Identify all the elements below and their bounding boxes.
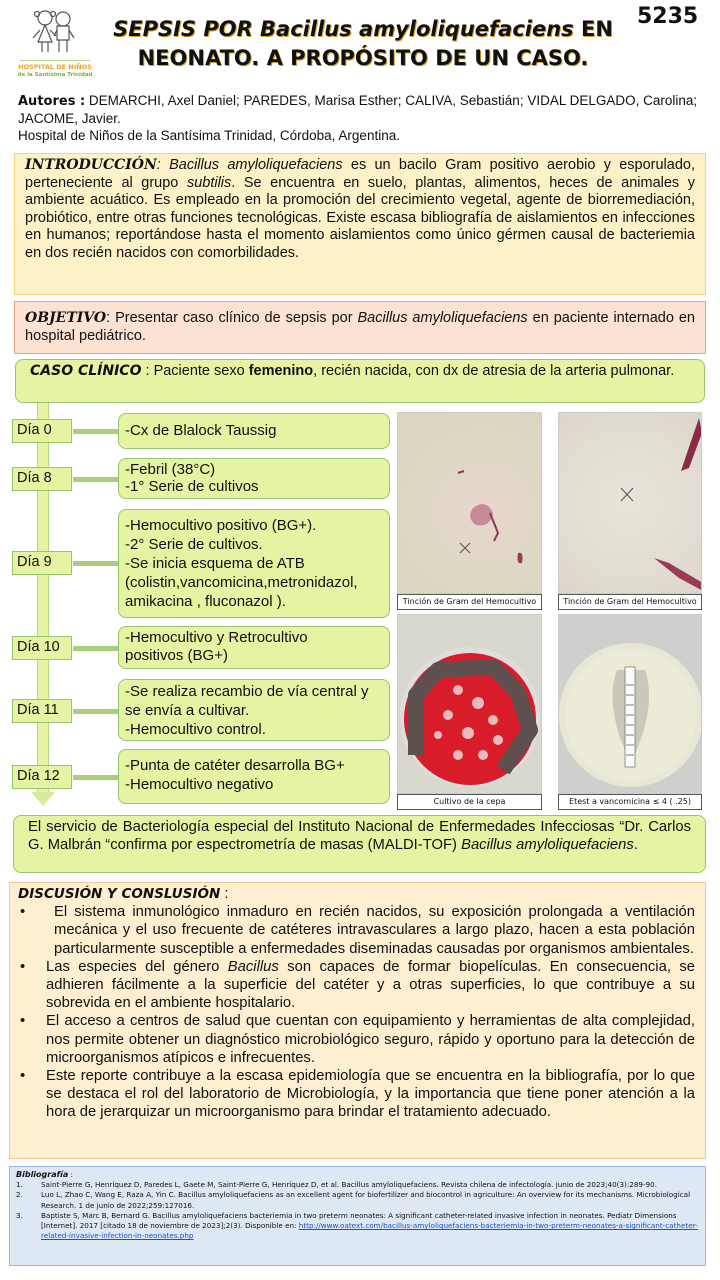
intro-text2: . Se encuentra en suelo, plantas, alimentos, heces de animales y ambiente acuático. Es empleado en la promoción del crecimiento vegetal, agente de biorremediación, probiótico, entre otras funciones tecnológicas. Existe escasa bibliografía de aislamientos en infecciones en humanos; reportándose hasta el momento aislamientos como único gérmen causal de bacteriemia en dos recién nacidos con comorbilidades. [25, 174, 695, 261]
discussion-bullet: • El acceso a centros de salud que cuentan con equipamiento y herramientas de alta complejidad, nos permite obtener un diagnóstico microbiológico seguro, rápido y oportuno para la detección de microorganismos atípicos e infrecuentes. [20, 1012, 695, 1067]
event-line: -Se realiza recambio de vía central y [125, 683, 369, 700]
event-line: (colistin,vancomicina,metronidazol, [125, 574, 358, 591]
poster-title [98, 15, 628, 73]
timeline-event [118, 458, 390, 499]
reference-text: Saint-Pierre G, Henríquez D, Paredes L, Gaete M, Saint-Pierre G, Henríquez D, et al. Bacillus amyloliquefaciens. Revista chilena de infectología. junio de 2023;40(3):289-90. [41, 1180, 657, 1190]
event-line: se envía a cultivar. [125, 702, 250, 719]
event-line: -Febril (38°C) [125, 461, 216, 478]
discussion-bullet: • El sistema inmunológico inmaduro en recién nacidos, su exposición prolongada a ventilación mecánica y el uso frecuente de catéteres intravasculares a largo plazo, hacen a esta población particularmente susceptible a enfermedades diseminadas causadas por organismos ambientales. [20, 903, 695, 958]
reference-number: 2. [16, 1190, 23, 1200]
objective-heading: OBJETIVO [25, 310, 107, 326]
timeline-day: Día 12 [12, 765, 72, 789]
photo-caption: Tinción de Gram del Hemocultivo [397, 594, 542, 610]
bullet-genus: Bacillus [227, 958, 279, 975]
logo-divider [20, 60, 90, 61]
bullet-text: Las especies del género [46, 958, 228, 975]
gram-stain-image-2 [559, 413, 702, 594]
case-bold: femenino [248, 363, 314, 379]
gram-stain-image-1 [398, 413, 542, 594]
event-line: -Punta de catéter desarrolla BG+ [125, 757, 345, 774]
reference-item [16, 1190, 699, 1210]
event-line: -2° Serie de cultivos. [125, 536, 263, 553]
reference-text: Baptiste S, Marc B, Bernard G. Bacillus amyloliquefaciens bacteriemia in two preterm neonates: A significant catheter-related invasive infection in neonates. Pediatr Dimensions [Internet]. 2017 [citado 18 de noviembre de 2023];2(3). Disponible en: [41, 1210, 677, 1231]
clinical-case-heading: CASO CLÍNICO [30, 363, 142, 379]
case-text1: : Paciente sexo [141, 363, 249, 379]
event-line: -Hemocultivo negativo [125, 776, 274, 793]
event-line: -1° Serie de cultivos [125, 478, 259, 495]
title-part-en: EN [573, 17, 613, 41]
timeline-event [118, 679, 390, 741]
timeline-arrow-icon [31, 792, 55, 806]
authors-names: DEMARCHI, Axel Daniel; PAREDES, Marisa Esther; CALIVA, Sebastián; VIDAL DELGADO, Carolina; JACOME, Javier. [18, 93, 698, 126]
culture-plate-image [398, 615, 542, 794]
timeline-event [118, 413, 390, 449]
etest-photo [558, 614, 702, 794]
objective-species: Bacillus amyloliquefaciens [357, 310, 528, 326]
title-line2: NEONATO. A PROPÓSITO DE UN CASO. [137, 46, 589, 70]
timeline-day: Día 9 [12, 551, 72, 575]
event-line: -Cx de Blalock Taussig [125, 422, 277, 439]
reference-item [16, 1211, 699, 1242]
etest-plate-image [559, 615, 702, 794]
photo-caption: Tinción de Gram del Hemocultivo [558, 594, 702, 610]
children-logo-icon [26, 6, 84, 58]
photo-caption: Cultivo de la cepa [397, 794, 542, 810]
intro-group: subtilis [186, 174, 232, 191]
event-line: -Hemocultivo positivo (BG+). [125, 517, 317, 534]
discussion-list [18, 903, 695, 1121]
poster-code: 5235 [637, 4, 699, 29]
introduction-section [14, 153, 706, 295]
event-line: positivos (BG+) [125, 647, 228, 664]
discussion-heading: DISCUSIÓN Y CONSLUSIÓN [18, 886, 221, 902]
reference-item [16, 1180, 699, 1190]
reference-link[interactable]: http://www.oatext.com/bacillus-amyloliquefaciens-bacteriemia-in-two-preterm-neonates-a-significant-catheter-related-invasive-infection-in-neonates.php [41, 1221, 698, 1241]
intro-species: Bacillus amyloliquefaciens [169, 157, 343, 173]
timeline-event [118, 749, 390, 804]
discussion-bullet [20, 958, 695, 1013]
logo-line2: de la Santísima Trinidad [17, 72, 93, 78]
event-line: -Hemocultivo control. [125, 721, 266, 738]
bibliography-heading: Bibliografía [16, 1170, 69, 1179]
bullet-text: son capaces de formar biopelículas. En consecuencia, se adhieren fácilmente a la superficie del catéter y a otras superficies, lo que contribuye a su sobrevida en el ambiente hospitalario. [46, 958, 695, 1012]
timeline-connector [73, 561, 118, 566]
hospital-logo [10, 6, 100, 86]
bibliography-section [9, 1166, 706, 1266]
gram-stain-photo-1 [397, 412, 542, 594]
reference-text: Luo L, Zhao C, Wang E, Raza A, Yin C. Bacillus amyloliquefaciens as an excellent agent for biofertilizer and biocontrol in agriculture: An overview for its mechanisms. Microbiological Research. 1 de junio de 2022;259:127016. [41, 1190, 691, 1210]
event-line: amikacina , fluconazol ). [125, 593, 286, 610]
confirmation-text: El servicio de Bacteriología especial del Instituto Nacional de Enfermedades Infecciosas “Dr. Carlos G. Malbrán “confirma por espectrometría de masas (MALDI-TOF) [28, 819, 691, 853]
timeline-bar [37, 403, 49, 793]
timeline-day: Día 10 [12, 636, 72, 660]
timeline-connector [73, 646, 118, 651]
reference-number: 3. [16, 1210, 23, 1220]
objective-section [14, 301, 706, 354]
confirmation-end: . [633, 836, 638, 853]
discussion-bullet: • Este reporte contribuye a la escasa epidemiología que se encuentra en la bibliografía, por lo que se destaca el rol del laboratorio de Microbiología, y la importancia que tiene poner atención a la hora de jerarquizar un microorganismo para brindar el tratamiento adecuado. [20, 1067, 695, 1122]
authors-block [18, 92, 708, 144]
timeline-day: Día 11 [12, 699, 72, 723]
title-italic-part: SEPSIS POR Bacillus amyloliquefaciens [113, 17, 574, 41]
introduction-heading: INTRODUCCIÓN [25, 157, 157, 173]
timeline-day: Día 0 [12, 419, 72, 443]
affiliation: Hospital de Niños de la Santísima Trinidad, Córdoba, Argentina. [18, 128, 400, 143]
intro-text1: es un bacilo Gram positivo aerobio y esporulado, perteneciente al grupo [25, 157, 696, 191]
event-line: -Hemocultivo y Retrocultivo [125, 629, 308, 646]
culture-photo [397, 614, 542, 794]
clinical-case-section [15, 359, 705, 403]
timeline-connector [73, 775, 118, 780]
intro-sep: : [156, 157, 170, 173]
discussion-sep: : [220, 886, 229, 902]
confirmation-section [13, 815, 706, 873]
authors-label: Autores : [18, 94, 86, 109]
bibliography-sep: : [68, 1170, 73, 1179]
timeline-day: Día 8 [12, 467, 72, 491]
confirmation-species: Bacillus amyloliquefaciens [461, 836, 634, 853]
reference-number: 1. [16, 1180, 23, 1190]
timeline-connector [73, 477, 118, 482]
case-text2: , recién nacida, con dx de atresia de la arteria pulmonar. [313, 363, 675, 379]
objective-text1: : Presentar caso clínico de sepsis por [106, 310, 358, 326]
gram-stain-photo-2 [558, 412, 702, 594]
timeline-event [118, 509, 390, 618]
objective-text2: en paciente internado en hospital pediátrico. [25, 310, 695, 344]
discussion-section [9, 882, 706, 1159]
timeline-connector [73, 709, 118, 714]
photo-caption: Etest a vancomicina ≤ 4 ( .25) [558, 794, 702, 810]
logo-line1: HOSPITAL DE NIÑOS [18, 63, 92, 71]
timeline-connector [73, 429, 118, 434]
timeline-event [118, 626, 390, 669]
event-line: -Se inicia esquema de ATB [125, 555, 305, 572]
